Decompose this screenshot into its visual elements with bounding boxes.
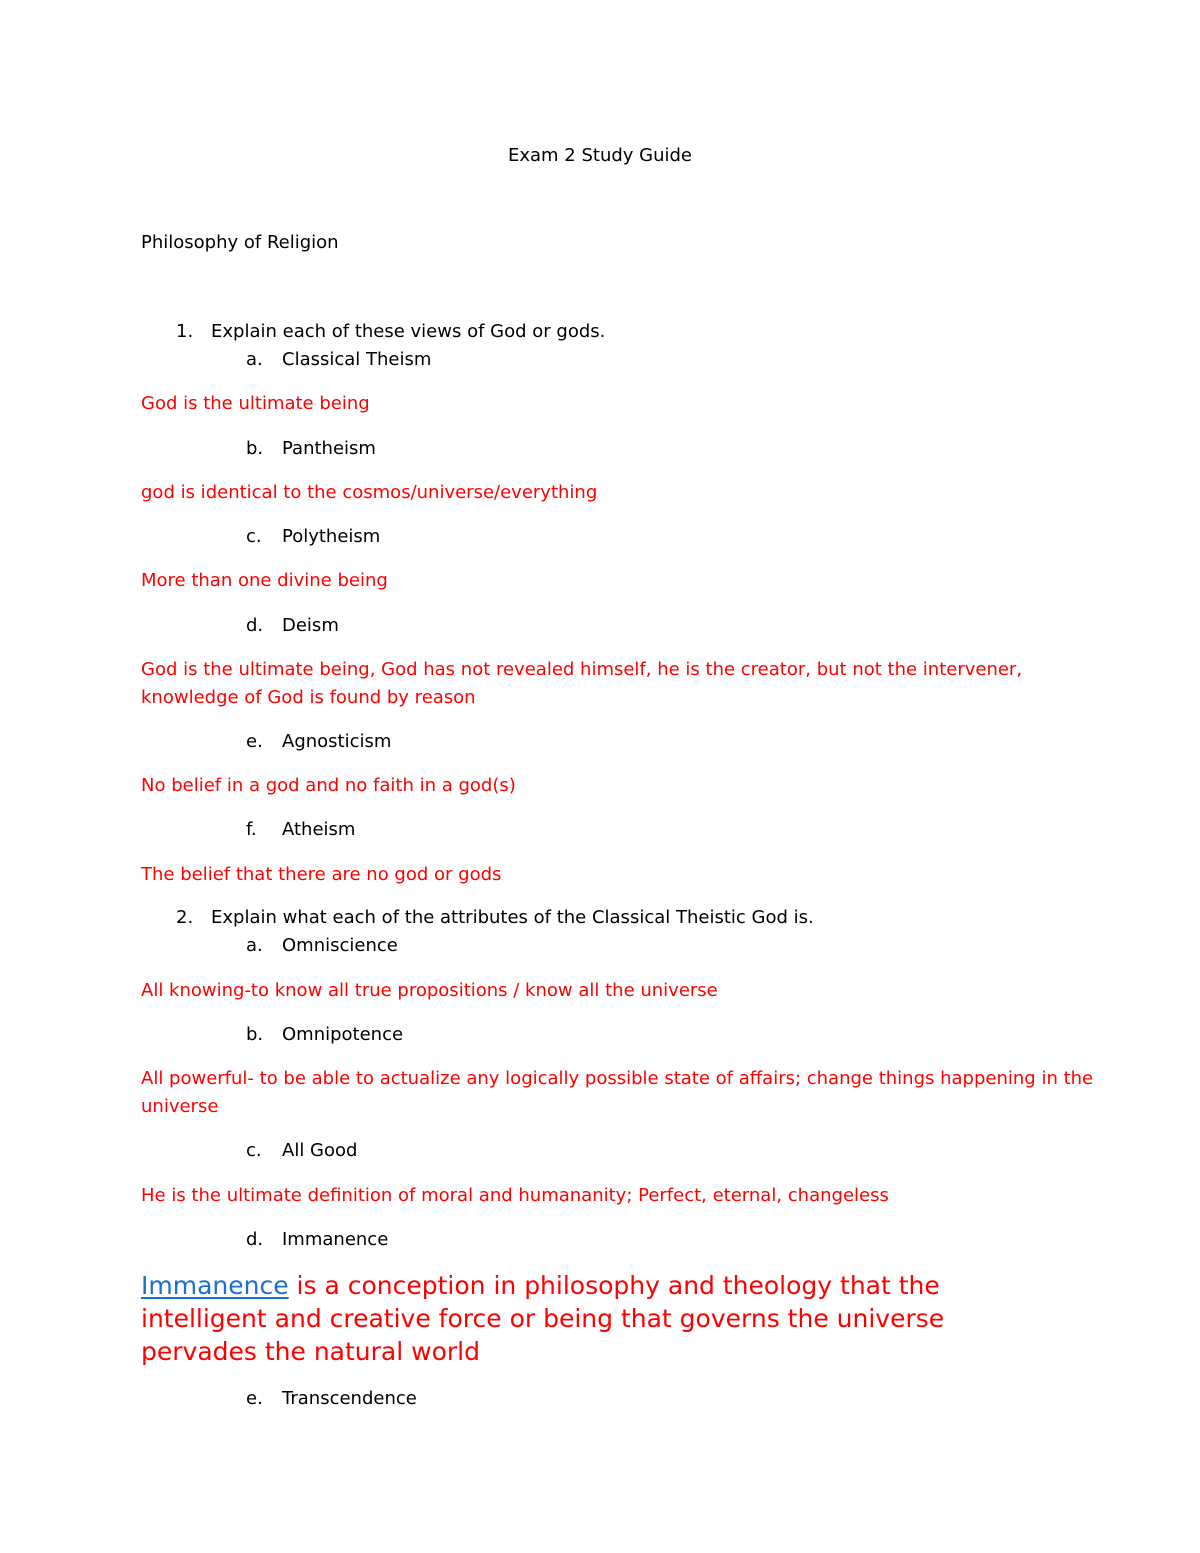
question-prompt: Explain what each of the attributes of the Classical Theistic God is. (211, 907, 814, 928)
item-term: Agnosticism (282, 731, 392, 752)
item-letter: a. (246, 935, 263, 956)
immanence-definition-line: intelligent and creative force or being that governs the universe (141, 1304, 945, 1333)
item-term: Transcendence (282, 1388, 417, 1409)
page-subtitle: Philosophy of Religion (141, 232, 339, 253)
immanence-link[interactable]: Immanence (141, 1271, 289, 1300)
item-term: Deism (282, 615, 339, 636)
item-letter: b. (246, 1024, 264, 1045)
question-prompt: Explain each of these views of God or gods. (211, 321, 606, 342)
item-letter: d. (246, 1229, 264, 1250)
item-letter: c. (246, 1140, 262, 1161)
item-answer: All powerful- to be able to actualize any logically possible state of affairs; change things happening in the (141, 1068, 1094, 1089)
item-answer: The belief that there are no god or gods (141, 864, 502, 885)
item-term: Polytheism (282, 526, 381, 547)
item-term: All Good (282, 1140, 358, 1161)
item-answer: God is the ultimate being (141, 393, 370, 414)
item-letter: e. (246, 1388, 263, 1409)
item-letter: a. (246, 349, 263, 370)
item-answer: More than one divine being (141, 570, 388, 591)
item-answer: He is the ultimate definition of moral and humananity; Perfect, eternal, changeless (141, 1185, 889, 1206)
item-letter: d. (246, 615, 264, 636)
page-title: Exam 2 Study Guide (507, 145, 693, 166)
item-answer: universe (141, 1096, 219, 1117)
immanence-definition-line (141, 1269, 940, 1302)
question-number: 1. (176, 321, 194, 342)
item-letter: c. (246, 526, 262, 547)
item-answer: knowledge of God is found by reason (141, 687, 476, 708)
item-term: Atheism (282, 819, 356, 840)
item-answer: All knowing-to know all true propositions / know all the universe (141, 980, 718, 1001)
item-answer: god is identical to the cosmos/universe/everything (141, 482, 598, 503)
question-number: 2. (176, 907, 194, 928)
item-term: Omniscience (282, 935, 398, 956)
item-term: Immanence (282, 1229, 389, 1250)
item-term: Classical Theism (282, 349, 432, 370)
item-letter: b. (246, 438, 264, 459)
definition-text: is a conception in philosophy and theology that the (288, 1271, 940, 1300)
item-term: Pantheism (282, 438, 376, 459)
immanence-definition-line: pervades the natural world (141, 1337, 480, 1366)
item-letter: f. (246, 819, 257, 840)
item-term: Omnipotence (282, 1024, 404, 1045)
item-answer: God is the ultimate being, God has not revealed himself, he is the creator, but not the intervener, (141, 659, 1023, 680)
item-answer: No belief in a god and no faith in a god(s) (141, 775, 516, 796)
item-letter: e. (246, 731, 263, 752)
